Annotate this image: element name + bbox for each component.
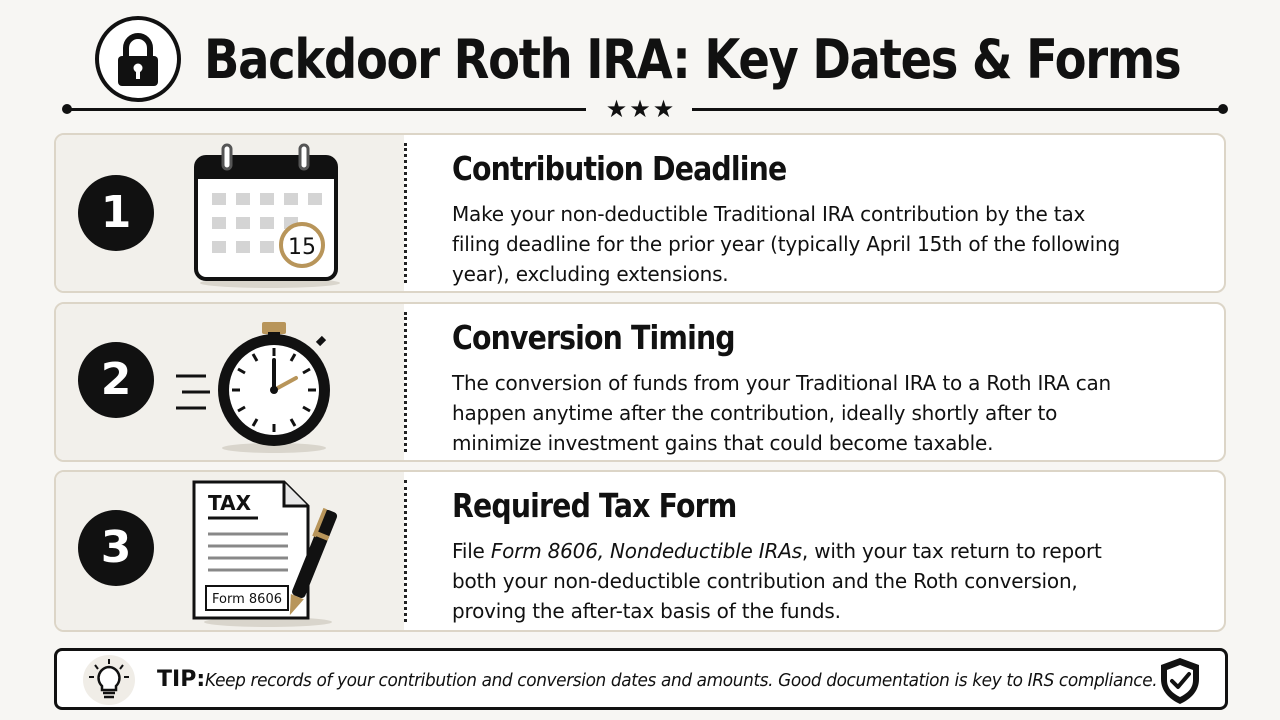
card-body: Make your non-deductible Traditional IRA contribution by the tax filing deadline for the prior year (typically April 15th of the following year), excluding extensions. [452, 202, 1120, 286]
stars-ornament: ★★★ [605, 96, 677, 123]
step-number-badge: 1 [78, 175, 154, 251]
tip-text: Keep records of your contribution and conversion dates and amounts. Good documentation is key to IRS compliance. [205, 670, 1158, 691]
step-number-badge: 2 [78, 342, 154, 418]
card-title: Required Tax Form [452, 486, 737, 525]
card-required-tax-form [54, 470, 1226, 632]
card-divider [404, 312, 407, 452]
divider-rule-left [66, 108, 586, 111]
tax-document-icon [190, 478, 350, 632]
header [0, 0, 1280, 130]
padlock-icon [95, 16, 181, 102]
step-number-badge: 3 [78, 510, 154, 586]
tip-banner [54, 648, 1228, 710]
lightbulb-icon [83, 655, 135, 705]
card-contribution-deadline [54, 133, 1226, 293]
page-title: Backdoor Roth IRA: Key Dates & Forms [204, 28, 1181, 91]
card-body: File Form 8606, Nondeductible IRAs, with your tax return to report both your non-deductible contribution and the Roth conversion, proving the after-tax basis of the funds. [452, 539, 1102, 623]
calendar-icon [190, 143, 350, 293]
doc-heading: TAX [208, 491, 251, 515]
rule-dot-right [1218, 104, 1228, 114]
shield-check-icon [1157, 655, 1203, 712]
stopwatch-icon [172, 308, 352, 462]
card-conversion-timing [54, 302, 1226, 462]
card-title: Conversion Timing [452, 318, 735, 357]
card-body: The conversion of funds from your Traditional IRA to a Roth IRA can happen anytime after the contribution, ideally shortly after to minimize investment gains that could become taxable. [452, 371, 1112, 455]
calendar-day-label: 15 [288, 235, 316, 260]
tip-label: TIP: [157, 667, 206, 692]
card-title: Contribution Deadline [452, 149, 787, 188]
card-divider [404, 143, 407, 283]
doc-form-label: Form 8606 [212, 592, 282, 607]
card-divider [404, 480, 407, 622]
divider-rule-right [692, 108, 1222, 111]
